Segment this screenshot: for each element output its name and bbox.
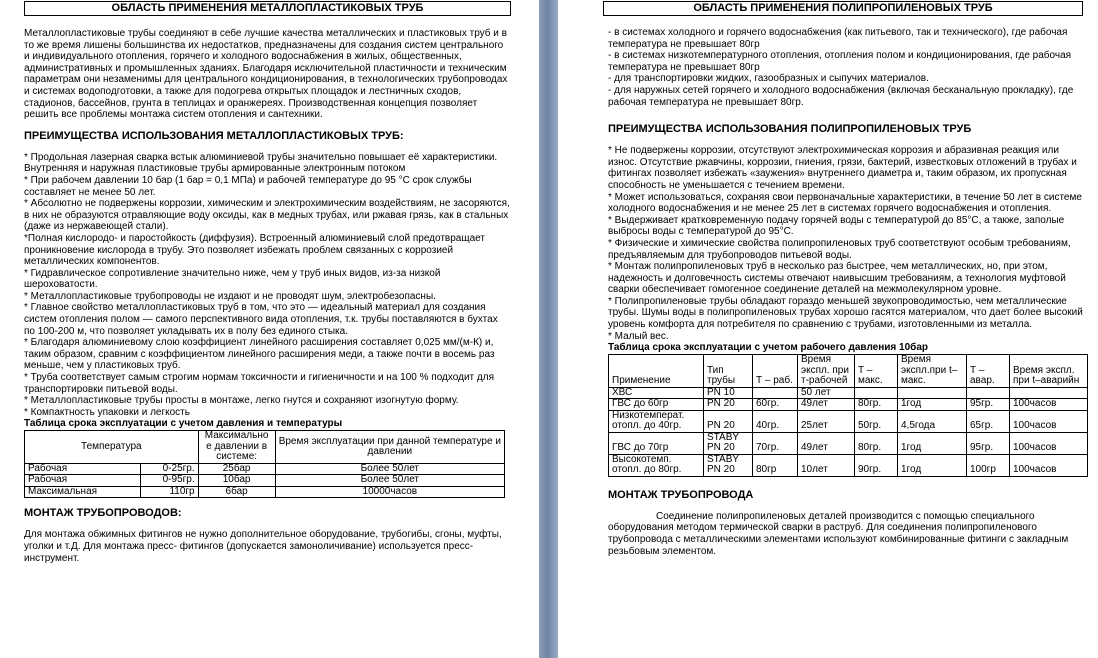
advantage-item: * При рабочем давлении 10 бар (1 бар = 0,1 МПа) и рабочей температуре до 95 °С срок службы составляет не менее 50 лет. <box>24 174 472 198</box>
table-cell: 4,5года <box>898 410 967 432</box>
table-cell: 49лет <box>798 399 855 411</box>
table-cell: PN 20 <box>704 410 753 432</box>
table-cell: 10000часов <box>275 486 504 498</box>
table-header-row <box>25 431 505 464</box>
application-item: - в системах низкотемпературного отопления, отопления полом и кондиционирования, где рабочая температура не превышает 80гр <box>608 50 1072 73</box>
table-header-cell: Время экспл.при t–макс. <box>898 355 967 388</box>
table-cell: 80гр. <box>855 399 898 411</box>
right-document-page <box>558 0 1098 658</box>
table-cell: 1год <box>898 399 967 411</box>
left-document-page <box>0 0 539 658</box>
table-cell: ХВС <box>609 387 704 399</box>
table-row <box>25 463 505 475</box>
table-header-cell: Максимально е давлении в системе: <box>198 431 275 464</box>
table-cell: 10лет <box>798 454 855 476</box>
table-cell: 70гр. <box>753 432 798 454</box>
table-cell: PN 10 <box>704 387 753 399</box>
table-header-cell: Т – раб. <box>753 355 798 388</box>
table-cell: 60гр. <box>753 399 798 411</box>
advantage-item: *Полная кислородо- и паростойкость (диффузия). Встроенный алюминиевый слой предотвращает проникновение кислорода в трубу. Это позволяет избежать проблем связанных с коррозией металлических компонентов. <box>24 232 485 268</box>
table-cell: 100часов <box>1010 454 1088 476</box>
table-cell: 100часов <box>1010 399 1088 411</box>
table-cell: 100часов <box>1010 410 1088 432</box>
advantage-item: * Выдерживает кратковременную подачу горячей воды с температурой до 85°С, а также, заполые выбросы воды с температурой до 95°С. <box>608 214 1065 238</box>
advantage-item: * Продольная лазерная сварка встык алюминиевой трубы значительно повышает её характеристики. Внутренняя и наружная пластиковые трубы армированные электронным потоком <box>24 151 498 175</box>
table-cell <box>855 387 898 399</box>
table-header-cell: Время эксплуатации при данной температуре и давлении <box>275 431 504 464</box>
application-item: - для транспортировки жидких, газообразных и сыпучих материалов. <box>608 73 929 85</box>
table-header-row <box>609 355 1088 388</box>
table-header-cell: Применение <box>609 355 704 388</box>
left-page-title: ОБЛАСТЬ ПРИМЕНЕНИЯ МЕТАЛЛОПЛАСТИКОВЫХ ТРУБ <box>24 1 511 16</box>
left-page-content <box>24 28 510 564</box>
service-life-table <box>608 354 1088 477</box>
table-cell: Высокотемп. отопл. до 80гр. <box>609 454 704 476</box>
table-header-cell: Время экспл. при т-рабочей <box>798 355 855 388</box>
table-cell: 50гр. <box>855 410 898 432</box>
table-cell: 6бар <box>198 486 275 498</box>
table-cell <box>753 387 798 399</box>
advantage-item: * Труба соответствует самым строгим нормам токсичности и гигиеничности и на 100 % подходит для транспортировки питьевой воды. <box>24 372 494 395</box>
table-cell: 25бар <box>198 463 275 475</box>
advantage-item: * Физические и химические свойства полипропиленовых труб соответствуют особым требованиям, предъявляемым для трубопроводов питьевой воды. <box>608 237 1071 261</box>
table-cell: 40гр. <box>753 410 798 432</box>
table-cell: Рабочая <box>25 475 141 487</box>
advantage-item: * Малый вес. <box>608 330 669 342</box>
table-header-cell: Температура <box>25 431 199 464</box>
table-cell: 100гр <box>967 454 1010 476</box>
table-cell <box>967 387 1010 399</box>
metalplastic-intro: Металлопластиковые трубы соединяют в себе лучшие качества металлических и пластиковых труб и в то же время лишены большинства их недостатков, предназначены для создания систем центрального и индивидуального отопления, горячего и холодного водоснабжения в жилых, общественных, административных и промышленных зданиях. Благодаря исключительной пластичности и техническим параметрам они незаменимы для центрального кондиционирования, в технологических трубопроводах и системах водоподготовки, а также для подогрева открытых площадок и лестничных сходов, стадионов, бассейнов, грунта в теплицах и оранжереях. Производственная концепция позволяет решить все проблемы монтажа систем отопления и сантехники. <box>24 28 508 121</box>
table-row <box>609 432 1088 454</box>
table-cell: 1год <box>898 432 967 454</box>
advantage-item: * Может использоваться, сохраняя свои первоначальные характеристики, в течение 50 лет в системе холодного водоснабжения и не менее 25 лет в системах горячего водоснабжения и отопления. <box>608 191 1082 215</box>
polypropylene-advantages-heading: ПРЕИМУЩЕСТВА ИСПОЛЬЗОВАНИЯ ПОЛИПРОПИЛЕНОВЫХ ТРУБ <box>608 123 972 136</box>
table-cell: 0-25гр. <box>140 463 198 475</box>
right-montage-heading: МОНТАЖ ТРУБОПРОВОДА <box>608 488 754 501</box>
advantage-item: * Благодаря алюминиевому слою коэффициент линейного расширения составляет 0,025 мм/(м-К) и, таким образом, сравним с коэффициентом линейного расширения меди, а также почти в восемь раз меньше, чем у пластиковых труб. <box>24 337 495 372</box>
right-montage-text: Соединение полипропиленовых деталей производится с помощью специального оборудования методом термической сварки в раструб. Для соединения полипропиленового трубопровода с металлическими элементами используют комбинированные фитинги с закладным резьбовым элементом. <box>608 510 1069 557</box>
application-item: - в системах холодного и горячего водоснабжения (как питьевого, так и технического), где рабочая температура не превышает 80гр <box>608 27 1068 50</box>
left-montage-text: Для монтажа обжимных фитингов не нужно дополнительное оборудование, трубогибы, сгоны, муфты, уголки и т.Д. Для монтажа пресс- фитингов (допускается замоноличивание) используется пресс-инструмент. <box>24 529 502 564</box>
table-cell: 95гр. <box>967 399 1010 411</box>
page-gutter <box>539 0 558 658</box>
table-cell: Низкотемперат. отопл. до 40гр. <box>609 410 704 432</box>
table-header-cell: Тип трубы <box>704 355 753 388</box>
advantage-item: * Монтаж полипропиленовых труб в несколько раз быстрее, чем металлических, но, при этом, надежность и долговечность системы отвечают наивысшим требованиям, а технология муфтовой сварки обеспечивает гомогенное соединение деталей на межмолекулярном уровне. <box>608 261 1066 296</box>
table-cell: STABY PN 20 <box>704 454 753 476</box>
advantage-item: * Не подвержены коррозии, отсутствуют электрохимическая коррозия и абразивная реакция или износ. Отсутствие ржавчины, коррозии, гниения, грязи, бактерий, известковых отложений в трубах и фитингах позволяет избежать «заужения» внутреннего диаметра и, таким образом, их пропускная способность не уменьшается с течением времени. <box>608 145 1077 191</box>
table-row <box>25 475 505 487</box>
table-header-cell: Время экспл. при t–аварийн <box>1010 355 1088 388</box>
advantage-item: * Гидравлическое сопротивление значительно ниже, чем у труб иных видов, из-за низкой шероховатости. <box>24 267 441 291</box>
table-row <box>609 399 1088 411</box>
table-row <box>25 486 505 498</box>
pressure-temperature-table <box>24 430 505 498</box>
table-cell: 80гр. <box>855 432 898 454</box>
table-cell: 1год <box>898 454 967 476</box>
table-cell: Более 50лет <box>275 475 504 487</box>
table-cell <box>898 387 967 399</box>
table-cell: 90гр. <box>855 454 898 476</box>
table-cell: 50 лет <box>798 387 855 399</box>
left-table-caption: Таблица срока эксплуатации с учетом давления и температуры <box>24 418 343 430</box>
metalplastic-advantages-heading: ПРЕИМУЩЕСТВА ИСПОЛЬЗОВАНИЯ МЕТАЛЛОПЛАСТИКОВЫХ ТРУБ: <box>24 129 404 142</box>
table-cell: PN 20 <box>704 399 753 411</box>
advantage-item: * Металлопластиковые трубопроводы не издают и не проводят шум, электробезопасны. <box>24 290 436 302</box>
table-header-cell: Т – авар. <box>967 355 1010 388</box>
table-cell: 49лет <box>798 432 855 454</box>
table-cell: 10бар <box>198 475 275 487</box>
left-montage-heading: МОНТАЖ ТРУБОПРОВОДОВ: <box>24 507 182 520</box>
table-header-cell: Т – макс. <box>855 355 898 388</box>
advantage-item: * Компактность упаковки и легкость <box>24 406 190 418</box>
table-cell: 95гр. <box>967 432 1010 454</box>
table-cell: 65гр. <box>967 410 1010 432</box>
table-cell: 100часов <box>1010 432 1088 454</box>
right-page-content <box>608 27 1088 557</box>
table-row <box>609 410 1088 432</box>
table-cell: STABY PN 20 <box>704 432 753 454</box>
table-cell: 80гр <box>753 454 798 476</box>
table-cell: 110гр <box>140 486 198 498</box>
table-cell: 0-95гр. <box>140 475 198 487</box>
table-cell <box>1010 387 1088 399</box>
right-table-caption: Таблица срока эксплуатации с учетом рабочего давления 10бар <box>608 342 928 354</box>
application-item: - для наружных сетей горячего и холодного водоснабжения (включая бесканальную прокладку), где рабочая температура не превышает 80гр. <box>608 84 1074 108</box>
table-row <box>609 387 1088 399</box>
advantage-item: * Главное свойство металлопластиковых труб в том, что это — идеальный материал для создания систем отопления полом — самого перспективного вида отопления, т.к. трубы поставляются в бухтах по 100-200 м, что позволяет укладывать их в полу без единого стыка. <box>24 302 498 337</box>
table-cell: Рабочая <box>25 463 141 475</box>
advantage-item: * Полипропиленовые трубы обладают гораздо меньшей звукопроводимостью, чем металлические трубы. Шумы воды в полипропиленовых трубах хорошо гасятся материалом, что дает более высокий уровень комфорта для потребителя по сравнению с трубами, изготовленными из металла. <box>608 295 1083 331</box>
advantage-item: * Металлопластиковые трубы просты в монтаже, легко гнутся и сохраняют изогнутую форму. <box>24 395 459 407</box>
table-cell: 25лет <box>798 410 855 432</box>
right-page-title: ОБЛАСТЬ ПРИМЕНЕНИЯ ПОЛИПРОПИЛЕНОВЫХ ТРУБ <box>603 1 1083 16</box>
advantage-item: * Абсолютно не подвержены коррозии, химическим и электрохимическим воздействиям, не засоряются, в них не образуются отравляющие воду оксиды, как в медных трубах, или ржавая грязь, как в стальных (даже из нержавеющей стали). <box>24 198 510 233</box>
table-row <box>609 454 1088 476</box>
table-cell: Максимальная <box>25 486 141 498</box>
table-cell: ГВС до 60гр <box>609 399 704 411</box>
table-cell: ГВС до 70гр <box>609 432 704 454</box>
table-cell: Более 50лет <box>275 463 504 475</box>
